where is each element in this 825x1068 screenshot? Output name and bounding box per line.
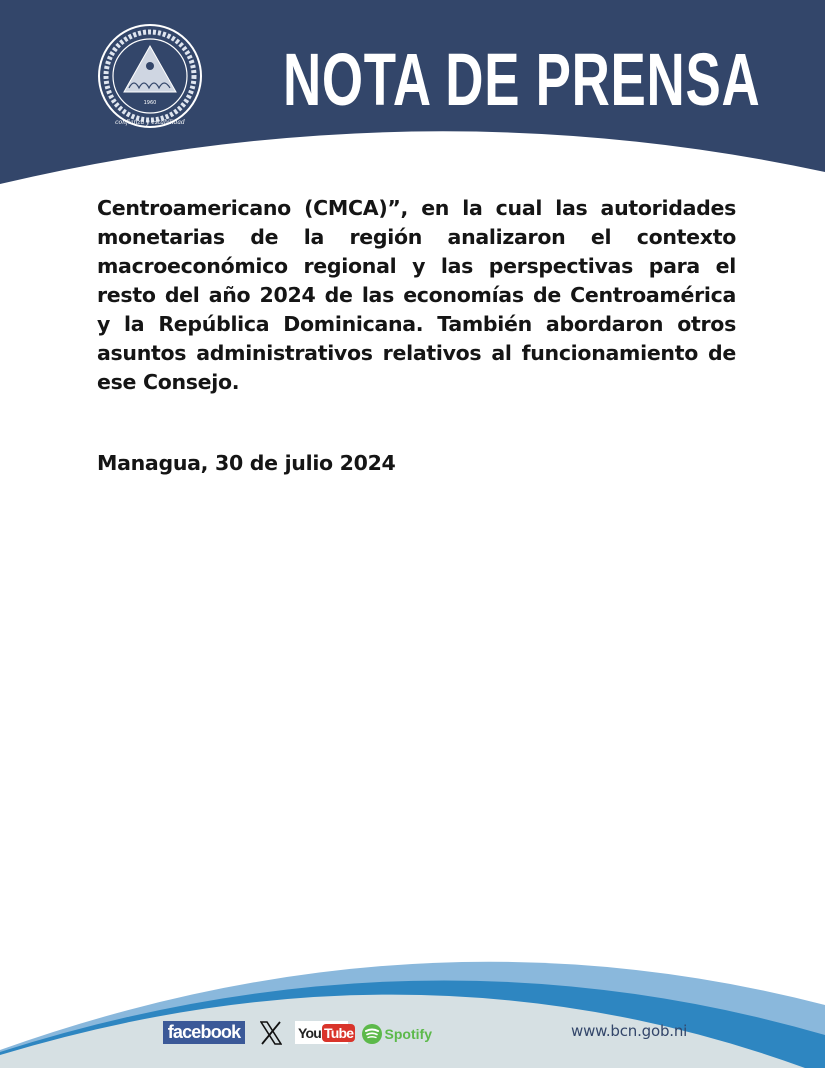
spotify-label: Spotify [384,1025,432,1042]
central-bank-seal-icon [96,22,204,130]
press-release-paragraph: Centroamericano (CMCA)”, en la cual las autoridades monetarias de la región analizaron el contexto macroeconómico regional y las perspectivas para el resto del año 2024 de las economías de Centroamérica y la República Dominicana. También abordaron otros asuntos administrativos relativos al funcionamiento de ese Consejo. [97,196,736,394]
x-link[interactable] [260,1021,282,1045]
facebook-label: facebook [167,1022,241,1042]
youtube-link[interactable] [295,1021,354,1044]
svg-text:1960: 1960 [143,100,157,106]
youtube-tube-label: Tube [324,1024,354,1041]
youtube-you-label: You [298,1024,322,1041]
page-title: NOTA DE PRENSA [283,38,761,121]
spotify-icon [362,1024,382,1044]
dateline: Managua, 30 de julio 2024 [97,451,396,475]
svg-text:confianza y estabilidad: confianza y estabilidad [115,119,185,126]
facebook-link[interactable] [163,1021,245,1044]
spotify-link[interactable] [362,1021,432,1046]
website-link[interactable]: www.bcn.gob.ni [571,1022,688,1040]
x-icon [260,1021,282,1045]
